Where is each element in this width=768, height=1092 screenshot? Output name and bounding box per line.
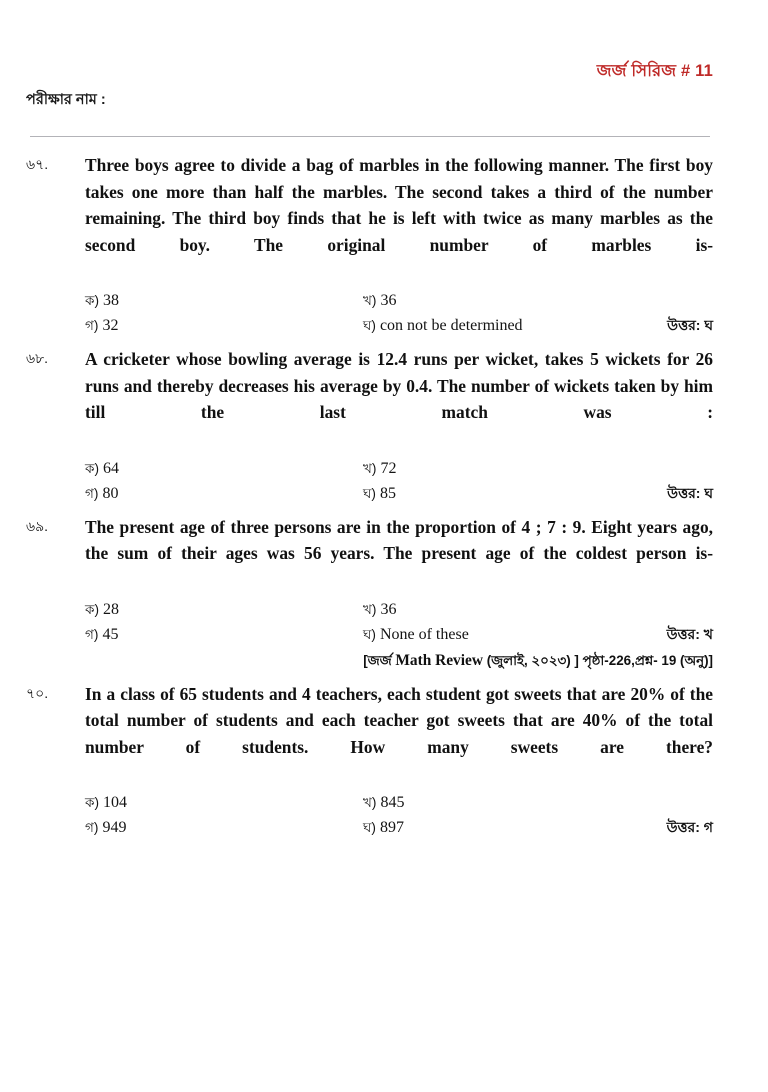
option-marker: ক) <box>85 601 100 617</box>
option-value: 45 <box>98 625 119 643</box>
option-d[interactable] <box>363 622 469 647</box>
options-line-bottom <box>85 481 713 506</box>
option-c[interactable] <box>85 313 118 338</box>
options-line-top <box>85 790 713 815</box>
citation-part-3: (জুলাই, ২০২৩) ] পৃষ্ঠা-226,প্রশ্ন- 19 (অনু)] <box>482 652 713 668</box>
option-b[interactable] <box>363 790 404 815</box>
options-line-bottom <box>85 622 713 647</box>
options-line-bottom <box>85 815 713 840</box>
option-marker: ঘ) <box>363 318 376 334</box>
option-b[interactable] <box>363 597 396 622</box>
question-block <box>0 346 768 512</box>
question-number: ৭০. <box>26 684 49 701</box>
question-block <box>0 152 768 344</box>
citation-part-2: Math Review <box>395 651 483 669</box>
block-spacer <box>0 338 768 344</box>
option-marker: খ) <box>363 601 377 617</box>
question-list <box>0 152 768 848</box>
option-b[interactable] <box>363 288 396 313</box>
options-group <box>0 456 768 506</box>
option-value: 28 <box>99 600 120 618</box>
option-d[interactable] <box>363 481 396 506</box>
option-marker: ক) <box>85 460 100 476</box>
option-a[interactable] <box>85 597 119 622</box>
answer-label: উত্তর: খ <box>666 625 713 642</box>
option-marker: খ) <box>363 460 377 476</box>
answer-label: উত্তর: ঘ <box>667 484 713 501</box>
option-value: 36 <box>376 292 397 310</box>
question-text: In a class of 65 students and 4 teachers, each student got sweets that are 20% of the total number of students and each teacher got sweets that are 40% of the total number of students. How many sweets are there? <box>85 683 713 757</box>
option-value: 80 <box>98 484 119 502</box>
options-group <box>0 790 768 840</box>
option-value: 85 <box>375 484 396 502</box>
option-value: None of these <box>375 625 469 643</box>
option-marker: গ) <box>85 318 99 334</box>
option-c[interactable] <box>85 815 126 840</box>
option-value: 897 <box>375 819 404 836</box>
option-value: 72 <box>376 459 397 477</box>
option-value: 949 <box>98 819 127 836</box>
option-a[interactable] <box>85 288 119 313</box>
question-text: The present age of three persons are in the proportion of 4 ; 7 : 9. Eight years ago, the sum of their ages was 56 years. The present age of the coldest person is- <box>85 516 713 564</box>
option-d[interactable] <box>363 815 404 840</box>
option-marker: গ) <box>85 820 99 835</box>
option-value: 36 <box>376 600 397 618</box>
header-divider <box>30 136 710 137</box>
block-spacer <box>0 840 768 846</box>
option-marker: খ) <box>363 293 377 309</box>
option-marker: ক) <box>85 293 100 309</box>
question-text: A cricketer whose bowling average is 12.4 runs per wicket, takes 5 wickets for 26 runs and thereby decreases his average by 0.4. The number of wickets taken by him till the last match was : <box>85 349 713 423</box>
block-spacer <box>0 673 768 679</box>
option-marker: ঘ) <box>363 626 376 642</box>
options-group <box>0 288 768 338</box>
question-text: Three boys agree to divide a bag of marbles in the following manner. The first boy takes one more than half the marbles. The second takes a third of the number remaining. The third boy finds that he is left with twice as many marbles as the second boy. The original number of marbles is- <box>85 155 713 255</box>
question-block <box>0 514 768 679</box>
option-marker: ঘ) <box>363 820 376 835</box>
question-number: ৬৯. <box>26 517 49 534</box>
option-a[interactable] <box>85 456 119 481</box>
question-row <box>0 514 768 594</box>
question-row <box>0 346 768 453</box>
options-line-top <box>85 456 713 481</box>
option-a[interactable] <box>85 790 127 815</box>
option-value: 32 <box>98 317 119 335</box>
options-line-top <box>85 288 713 313</box>
options-line-bottom <box>85 313 713 338</box>
option-marker: খ) <box>363 795 377 810</box>
option-d[interactable] <box>363 313 523 338</box>
option-marker: ক) <box>85 795 100 810</box>
option-marker: গ) <box>85 485 99 501</box>
question-row <box>0 681 768 788</box>
option-value: 38 <box>99 292 120 310</box>
question-row <box>0 152 768 285</box>
citation-part-1: [জর্জ <box>363 652 396 668</box>
option-value: con not be determined <box>375 317 523 335</box>
option-value: 845 <box>376 794 405 811</box>
series-header-label: জর্জ সিরিজ # 11 <box>596 62 713 80</box>
option-c[interactable] <box>85 622 118 647</box>
options-group <box>0 597 768 647</box>
option-value: 104 <box>99 794 128 811</box>
option-value: 64 <box>99 459 120 477</box>
citation-line <box>0 651 768 673</box>
exam-name-label: পরীক্ষার নাম : <box>26 92 106 108</box>
option-c[interactable] <box>85 481 118 506</box>
question-block <box>0 681 768 847</box>
option-b[interactable] <box>363 456 396 481</box>
question-number: ৬৮. <box>26 350 49 367</box>
option-marker: গ) <box>85 626 99 642</box>
answer-label: উত্তর: ঘ <box>667 317 713 334</box>
answer-label: উত্তর: গ <box>666 819 713 835</box>
option-marker: ঘ) <box>363 485 376 501</box>
block-spacer <box>0 506 768 512</box>
options-line-top <box>85 597 713 622</box>
question-number: ৬৭. <box>26 156 49 172</box>
